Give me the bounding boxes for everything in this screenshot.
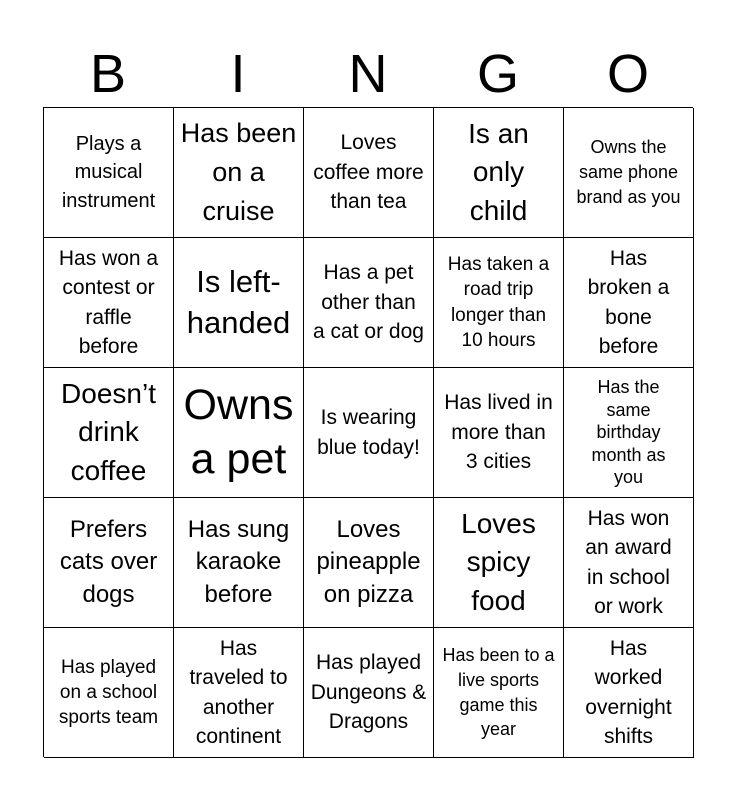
cell-text: Owns the same phone brand as you bbox=[576, 137, 681, 207]
cell-text: Has a pet other than a cat or dog bbox=[313, 261, 424, 344]
cell-text: Plays a musical instrument bbox=[61, 132, 156, 212]
cell-text: Doesn’t drink coffee bbox=[61, 377, 156, 486]
bingo-cell[interactable] bbox=[434, 238, 564, 368]
cell-text: Has the same birthday month as you bbox=[591, 377, 666, 488]
cell-text: Owns a pet bbox=[183, 380, 294, 483]
bingo-cell[interactable] bbox=[434, 368, 564, 498]
header-letter-b: B bbox=[89, 44, 127, 104]
cell-text: Has taken a road trip longer than 10 hours bbox=[447, 253, 550, 351]
bingo-cell[interactable] bbox=[564, 498, 694, 628]
bingo-cell[interactable] bbox=[44, 108, 174, 238]
header-letter-g: G bbox=[476, 44, 519, 104]
bingo-cell[interactable] bbox=[304, 368, 434, 498]
bingo-cell[interactable] bbox=[434, 108, 564, 238]
cell-text: Prefers cats over dogs bbox=[59, 515, 158, 608]
cell-text: Is left-handed bbox=[186, 264, 291, 340]
cell-text: Has worked overnight shifts bbox=[585, 636, 672, 748]
bingo-cell[interactable] bbox=[304, 108, 434, 238]
cell-text: Has won a contest or raffle before bbox=[58, 246, 159, 358]
bingo-header bbox=[43, 40, 693, 108]
cell-text: Loves spicy food bbox=[461, 507, 536, 616]
cell-text: Has played on a school sports team bbox=[58, 656, 159, 729]
bingo-cell[interactable] bbox=[174, 368, 304, 498]
cell-text: Is an only child bbox=[468, 117, 529, 226]
cell-text: Has been on a cruise bbox=[180, 118, 297, 226]
bingo-cell[interactable] bbox=[304, 498, 434, 628]
bingo-cell[interactable] bbox=[434, 498, 564, 628]
bingo-cell[interactable] bbox=[174, 628, 304, 758]
bingo-cell[interactable] bbox=[44, 368, 174, 498]
cell-text: Has lived in more than 3 cities bbox=[444, 391, 553, 474]
header-letter-i: I bbox=[230, 44, 246, 104]
cell-text: Has sung karaoke before bbox=[187, 515, 290, 608]
cell-text: Loves pineapple on pizza bbox=[316, 515, 421, 608]
bingo-cell[interactable] bbox=[304, 628, 434, 758]
cell-text: Has won an award in school or work bbox=[585, 506, 672, 618]
cell-text: Has played Dungeons & Dragons bbox=[310, 651, 427, 734]
bingo-cell[interactable] bbox=[44, 628, 174, 758]
bingo-cell[interactable] bbox=[304, 238, 434, 368]
cell-text: Is wearing blue today! bbox=[317, 406, 420, 459]
header-letter-o: O bbox=[606, 44, 649, 104]
cell-text: Has traveled to another continent bbox=[189, 636, 288, 748]
bingo-cell[interactable] bbox=[564, 108, 694, 238]
bingo-cell[interactable] bbox=[174, 498, 304, 628]
cell-text: Has broken a bone before bbox=[587, 246, 670, 358]
bingo-cell[interactable] bbox=[434, 628, 564, 758]
bingo-cell[interactable] bbox=[44, 238, 174, 368]
cell-text: Has been to a live sports game this year bbox=[442, 644, 555, 740]
cell-text: Loves coffee more than tea bbox=[313, 131, 424, 214]
header-letter-n: N bbox=[348, 44, 388, 104]
bingo-cell[interactable] bbox=[564, 628, 694, 758]
bingo-cell[interactable] bbox=[564, 238, 694, 368]
bingo-cell[interactable] bbox=[174, 238, 304, 368]
bingo-cell[interactable] bbox=[174, 108, 304, 238]
bingo-cell[interactable] bbox=[44, 498, 174, 628]
bingo-cell[interactable] bbox=[564, 368, 694, 498]
bingo-board bbox=[43, 107, 693, 757]
